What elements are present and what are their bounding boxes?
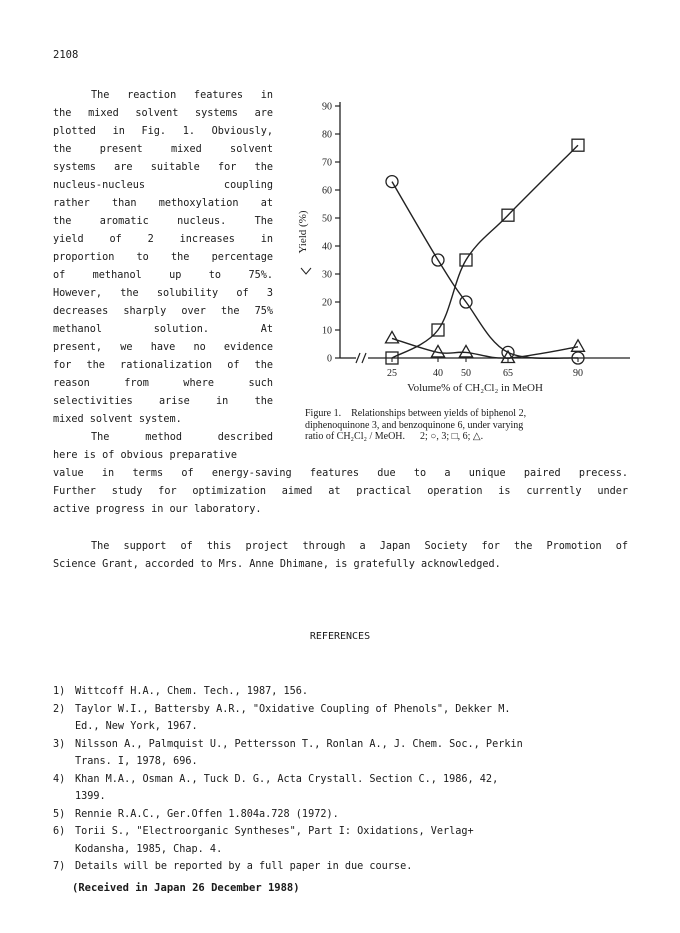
reference-number: 6) bbox=[53, 826, 66, 837]
reference-item bbox=[53, 806, 628, 824]
y-tick-label: 70 bbox=[322, 157, 332, 169]
figure-caption bbox=[305, 408, 635, 443]
reference-text: Nilsson A., Palmquist U., Pettersson T., Ronlan A., J. Chem. Soc., Perkin bbox=[75, 738, 523, 750]
reference-text: Wittcoff H.A., Chem. Tech., 1987, 156. bbox=[75, 686, 309, 697]
reference-item bbox=[53, 771, 628, 806]
left-column-line: of methanol up to 75%. bbox=[53, 270, 273, 281]
left-column-line: nucleus-nucleus coupling bbox=[53, 180, 273, 191]
x-tick-label: 65 bbox=[503, 368, 513, 379]
reference-item bbox=[53, 823, 628, 858]
figure-1 bbox=[290, 88, 635, 408]
left-column-line: present, we have no evidence bbox=[53, 342, 273, 353]
left-column-text bbox=[53, 87, 273, 465]
reference-text: Kodansha, 1985, Chap. 4. bbox=[75, 843, 223, 855]
y-tick-label: 10 bbox=[322, 325, 332, 337]
reference-text: Khan M.A., Osman A., Tuck D. G., Acta Crystall. Section C., 1986, 42, bbox=[75, 773, 499, 785]
full-width-lines-line: active progress in our laboratory. bbox=[53, 504, 262, 515]
reference-number: 2) bbox=[53, 703, 66, 715]
x-tick-label: 25 bbox=[387, 368, 397, 379]
reference-number: 5) bbox=[53, 808, 66, 820]
left-column-line: decreases sharply over the 75% bbox=[53, 306, 273, 317]
reference-text: Taylor W.I., Battersby A.R., "Oxidative Coupling of Phenols", Dekker M. bbox=[75, 703, 511, 715]
y-axis-label: Yield (%) bbox=[297, 210, 309, 254]
left-column-line: selectivities arise in the bbox=[53, 396, 273, 407]
series-line-circle bbox=[392, 182, 578, 359]
left-column-line: The reaction features in bbox=[91, 90, 273, 101]
left-column-line: the mixed solvent systems are bbox=[53, 108, 273, 119]
references-heading: REFERENCES bbox=[309, 631, 371, 642]
received-date: (Received in Japan 26 December 1988) bbox=[72, 882, 300, 894]
left-column-line: the present mixed solvent bbox=[53, 144, 273, 155]
left-column-line: reason from where such bbox=[53, 378, 273, 389]
x-axis-label: Volume% of CH₂Cl₂ in MeOH bbox=[407, 382, 543, 394]
series-line-square bbox=[392, 145, 578, 358]
y-tick-label: 0 bbox=[327, 353, 332, 365]
left-column-line: the aromatic nucleus. The bbox=[53, 216, 273, 227]
full-width-lines-line: value in terms of energy-saving features due to a unique paired precess. bbox=[53, 468, 628, 479]
x-tick-label: 50 bbox=[461, 368, 471, 379]
y-tick-label: 50 bbox=[322, 213, 332, 225]
page-number: 2108 bbox=[53, 49, 79, 61]
left-column-line: methanol solution. At bbox=[53, 324, 273, 335]
reference-text: Torii S., "Electroorganic Syntheses", Part I: Oxidations, Verlag+ bbox=[75, 826, 474, 837]
y-tick-label: 80 bbox=[322, 129, 332, 141]
y-tick-label: 30 bbox=[322, 269, 332, 281]
reference-text: 1399. bbox=[75, 791, 106, 802]
support-lines-line: Science Grant, accorded to Mrs. Anne Dhimane, is gratefully acknowledged. bbox=[53, 559, 501, 570]
left-column-line: yield of 2 increases in bbox=[53, 234, 273, 245]
left-column-line: However, the solubility of 3 bbox=[53, 288, 273, 299]
left-column-line: systems are suitable for the bbox=[53, 162, 273, 173]
references-list bbox=[53, 683, 628, 876]
y-axis-arrow bbox=[301, 268, 311, 274]
reference-text: Trans. I, 1978, 696. bbox=[75, 756, 198, 767]
caption-line-2: diphenoquinone 3, and benzoquinone 6, under varying bbox=[305, 419, 524, 431]
y-tick-label: 40 bbox=[322, 241, 332, 253]
reference-item bbox=[53, 701, 628, 736]
continued-paragraph bbox=[53, 465, 628, 519]
reference-text: Rennie R.A.C., Ger.Offen 1.804a.728 (1972). bbox=[75, 808, 339, 820]
x-tick-label: 90 bbox=[573, 368, 583, 379]
reference-item bbox=[53, 858, 628, 876]
y-tick-label: 90 bbox=[322, 101, 332, 113]
yield-chart bbox=[290, 88, 635, 408]
y-tick-label: 60 bbox=[322, 185, 332, 197]
support-lines-line: The support of this project through a Japan Society for the Promotion of bbox=[91, 541, 628, 552]
left-column-line: proportion to the percentage bbox=[53, 252, 273, 263]
left-column-line: mixed solvent system. bbox=[53, 414, 182, 425]
reference-number: 1) bbox=[53, 686, 66, 697]
left-column-line: The method described bbox=[91, 432, 273, 443]
x-tick-label: 40 bbox=[433, 368, 443, 379]
full-width-lines-line: Further study for optimization aimed at practical operation is currently under bbox=[53, 486, 628, 497]
data-point-triangle bbox=[572, 340, 585, 352]
reference-item bbox=[53, 683, 628, 701]
caption-line-1: Figure 1. Relationships between yields of biphenol 2, bbox=[305, 408, 527, 419]
left-column-line: plotted in Fig. 1. Obviously, bbox=[53, 126, 273, 137]
left-column-line: for the rationalization of the bbox=[53, 360, 273, 371]
left-column-line: rather than methoxylation at bbox=[53, 198, 273, 209]
acknowledgement-paragraph bbox=[53, 538, 628, 574]
y-tick-label: 20 bbox=[322, 297, 332, 309]
reference-item bbox=[53, 736, 628, 771]
data-point-triangle bbox=[460, 345, 473, 357]
series-line-triangle bbox=[392, 338, 578, 358]
x-axis-break bbox=[356, 353, 366, 363]
reference-number: 7) bbox=[53, 861, 66, 872]
reference-text: Details will be reported by a full paper in due course. bbox=[75, 861, 413, 872]
left-column-line: here is of obvious preparative bbox=[53, 450, 238, 461]
data-point-triangle bbox=[386, 331, 399, 343]
reference-number: 4) bbox=[53, 773, 66, 785]
reference-text: Ed., New York, 1967. bbox=[75, 721, 198, 732]
caption-line-3: ratio of CH₂Cl₂ / MeOH. 2; ○, 3; □, 6; △. bbox=[305, 431, 484, 442]
reference-number: 3) bbox=[53, 738, 66, 750]
